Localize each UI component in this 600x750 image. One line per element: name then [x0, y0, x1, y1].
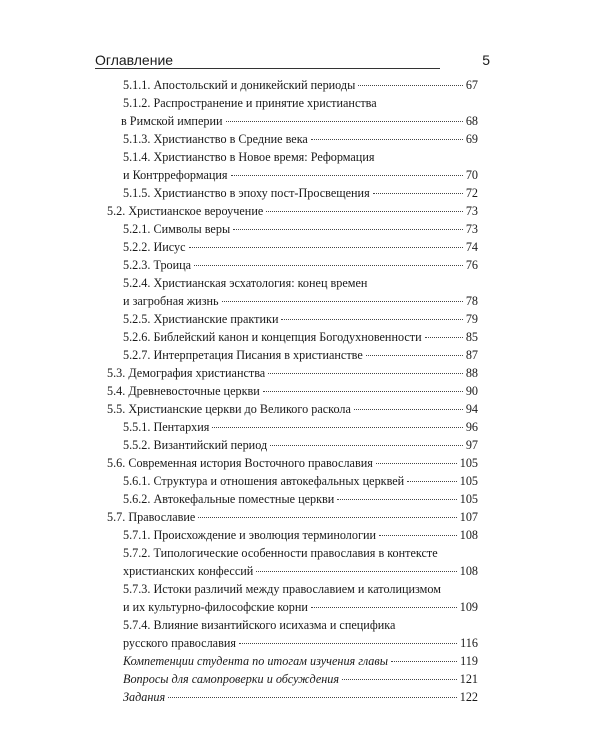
leader-dots: [270, 445, 463, 446]
toc-entry-title: 5.2.5. Христианские практики: [123, 312, 279, 326]
toc-entry-title: и Контрреформация: [123, 168, 228, 182]
toc-entry-title: 5.2.1. Символы веры: [123, 222, 231, 236]
toc-entry-page: 79: [465, 312, 478, 326]
toc-entry-page: 76: [465, 258, 478, 272]
toc-entry-title: 5.1.3. Христианство в Средние века: [123, 132, 308, 146]
toc-entry-title: 5.5.1. Пентархия: [123, 420, 210, 434]
toc-entry-title: христианских конфессий: [123, 564, 254, 578]
toc-entry: [123, 490, 478, 508]
toc-entry-title: русского православия: [123, 636, 236, 650]
toc-entry-page: 88: [465, 366, 478, 380]
leader-dots: [354, 409, 463, 410]
toc-entry: [107, 364, 478, 382]
toc-entry-title: 5.6.2. Автокефальные поместные церкви: [123, 492, 335, 506]
toc-entry: [123, 76, 478, 94]
toc-entry-page: 119: [460, 654, 478, 668]
toc-entry-title: 5.6.1. Структура и отношения автокефальных церквей: [123, 474, 405, 488]
leader-dots: [222, 301, 463, 302]
leader-dots: [376, 463, 457, 464]
toc-entry-title: в Римской империи: [121, 114, 223, 128]
toc-entry-title: 5.1.1. Апостольский и доникейский периоды: [123, 78, 356, 92]
toc-entry-page: 97: [465, 438, 478, 452]
toc-entry-page: 121: [459, 672, 478, 686]
toc-entry-page: 96: [465, 420, 478, 434]
toc-entry: [123, 148, 478, 184]
leader-dots: [226, 121, 463, 122]
toc-entry: [123, 238, 478, 256]
toc-entry-title: и загробная жизнь: [123, 294, 219, 308]
toc-entry: [123, 544, 478, 580]
toc-entry: [123, 436, 478, 454]
toc-entry-title: 5.7. Православие: [107, 510, 196, 524]
toc-entry: [123, 526, 478, 544]
leader-dots: [373, 193, 463, 194]
leader-dots: [391, 661, 457, 662]
toc-entry-page: 108: [459, 564, 478, 578]
toc-entry: [123, 670, 478, 688]
toc-entry: [107, 382, 478, 400]
leader-dots: [263, 391, 463, 392]
toc-entry-title: 5.1.5. Христианство в эпоху пост-Просвещения: [123, 186, 370, 200]
toc-entry-title: 5.2.3. Троица: [123, 258, 192, 272]
toc-entry-title: 5.4. Древневосточные церкви: [107, 384, 260, 398]
toc-entry: [107, 508, 478, 526]
leader-dots: [311, 607, 457, 608]
toc-entry-title: 5.2.7. Интерпретация Писания в христианстве: [123, 348, 363, 362]
leader-dots: [256, 571, 456, 572]
toc-entry: [123, 616, 478, 652]
toc-entry: [107, 454, 478, 472]
toc-entry-page: 105: [459, 456, 478, 470]
leader-dots: [337, 499, 456, 500]
leader-dots: [212, 427, 462, 428]
toc-entry-page: 78: [465, 294, 478, 308]
toc-entry: [123, 346, 478, 364]
leader-dots: [379, 535, 457, 536]
toc-entry: [123, 274, 478, 310]
toc-entry: [123, 418, 478, 436]
toc-entry-first-line: 5.1.4. Христианство в Новое время: Реформация: [123, 150, 375, 164]
toc-entry-title: Компетенции студента по итогам изучения главы: [123, 654, 388, 668]
toc-entry: [123, 256, 478, 274]
leader-dots: [425, 337, 463, 338]
toc-entry-title: 5.2.2. Иисус: [123, 240, 186, 254]
toc-entry-page: 74: [465, 240, 478, 254]
toc-entry-page: 68: [465, 114, 478, 128]
toc-entry-page: 108: [459, 528, 478, 542]
leader-dots: [358, 85, 462, 86]
toc-entry-page: 72: [465, 186, 478, 200]
toc-entry-page: 116: [460, 636, 478, 650]
toc-entry: [123, 688, 478, 706]
toc-entry-title: 5.2.6. Библейский канон и концепция Богодухновенности: [123, 330, 422, 344]
leader-dots: [239, 643, 457, 644]
toc-entry-title: Задания: [123, 690, 166, 704]
leader-dots: [281, 319, 462, 320]
toc-entry-page: 90: [465, 384, 478, 398]
toc-entry: [107, 202, 478, 220]
toc-entry-page: 109: [459, 600, 478, 614]
toc-entry: [123, 652, 478, 670]
running-header: [95, 46, 490, 68]
leader-dots: [407, 481, 457, 482]
toc-entry-page: 87: [465, 348, 478, 362]
toc-entry-title: 5.3. Демография христианства: [107, 366, 266, 380]
leader-dots: [231, 175, 463, 176]
toc-entry-page: 85: [465, 330, 478, 344]
toc-entry-page: 73: [465, 204, 478, 218]
toc-entry-page: 107: [459, 510, 478, 524]
toc-entry: [123, 310, 478, 328]
leader-dots: [268, 373, 463, 374]
leader-dots: [342, 679, 457, 680]
toc-entry-first-line: 5.7.3. Истоки различий между православием и католицизмом: [123, 582, 441, 596]
leader-dots: [194, 265, 463, 266]
toc-entry-page: 67: [465, 78, 478, 92]
toc-entry-page: 105: [459, 474, 478, 488]
toc-entry: [123, 130, 478, 148]
toc-entry-title: Вопросы для самопроверки и обсуждения: [123, 672, 340, 686]
leader-dots: [266, 211, 463, 212]
toc-entry-title: и их культурно-философские корни: [123, 600, 308, 614]
toc-entry-title: 5.7.1. Происхождение и эволюция терминологии: [123, 528, 377, 542]
leader-dots: [168, 697, 457, 698]
toc-entry-title: 5.2. Христианское вероучение: [107, 204, 264, 218]
leader-dots: [311, 139, 463, 140]
header-page-number: 5: [482, 52, 490, 68]
toc-entry: [123, 328, 478, 346]
toc-entry-title: 5.6. Современная история Восточного православия: [107, 456, 373, 470]
header-title: Оглавление: [95, 52, 174, 68]
toc-entry: [107, 400, 478, 418]
toc-entry-page: 105: [459, 492, 478, 506]
toc-entry-first-line: 5.7.4. Влияние византийского исихазма и специфика: [123, 618, 396, 632]
header-rule: [95, 68, 440, 69]
toc-entry-page: 73: [465, 222, 478, 236]
toc-entry-page: 69: [465, 132, 478, 146]
leader-dots: [189, 247, 463, 248]
toc-entry-first-line: 5.2.4. Христианская эсхатология: конец времен: [123, 276, 368, 290]
leader-dots: [366, 355, 463, 356]
toc-entry: [123, 94, 478, 130]
toc-entry: [123, 580, 478, 616]
toc-entry-first-line: 5.7.2. Типологические особенности православия в контексте: [123, 546, 438, 560]
leader-dots: [198, 517, 456, 518]
toc-entry-first-line: 5.1.2. Распространение и принятие христианства: [123, 96, 377, 110]
toc-entry: [123, 184, 478, 202]
toc-entry-page: 122: [459, 690, 478, 704]
toc-entry: [123, 472, 478, 490]
toc-entry-page: 94: [465, 402, 478, 416]
toc-entry: [123, 220, 478, 238]
toc-entry-title: 5.5. Христианские церкви до Великого раскола: [107, 402, 351, 416]
toc-entry-title: 5.5.2. Византийский период: [123, 438, 268, 452]
leader-dots: [233, 229, 463, 230]
toc-entry-page: 70: [465, 168, 478, 182]
